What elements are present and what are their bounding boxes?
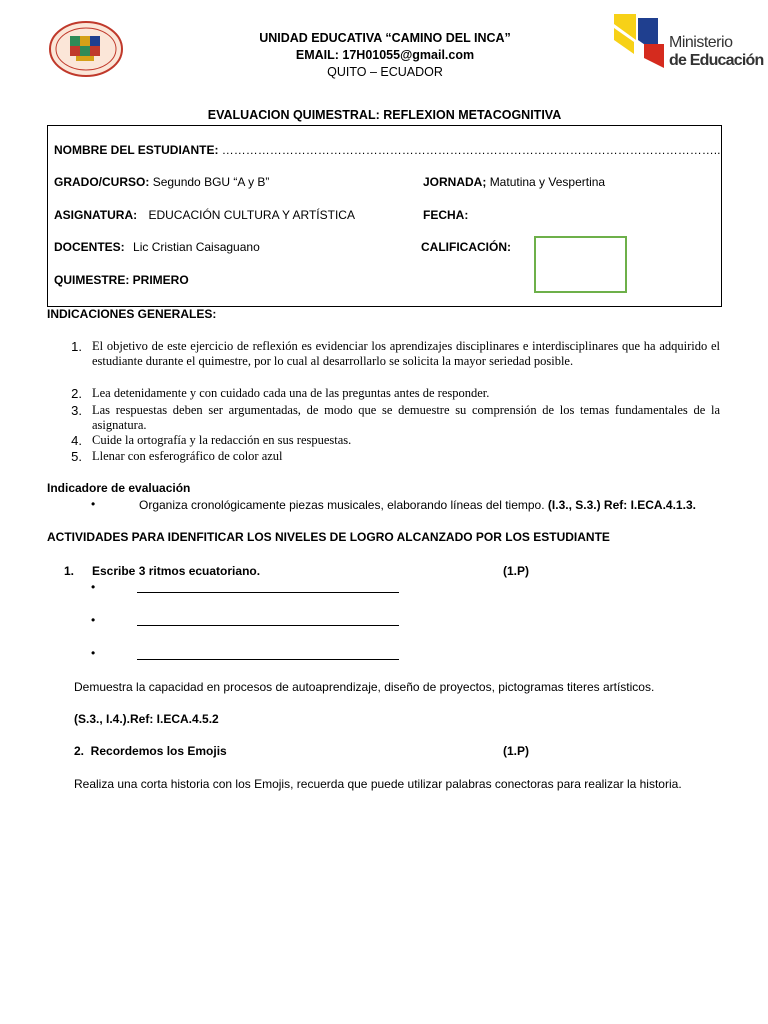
shift-row	[423, 175, 605, 189]
list-number: 3.	[71, 403, 82, 418]
answer-line[interactable]	[137, 625, 399, 626]
list-text: Cuide la ortografía y la redacción en sus respuestas.	[92, 433, 352, 447]
grade-row	[54, 175, 269, 189]
school-city: QUITO – ECUADOR	[327, 65, 443, 79]
score-label: CALIFICACIÓN:	[421, 240, 511, 254]
subject-value: EDUCACIÓN CULTURA Y ARTÍSTICA	[148, 208, 355, 222]
answer-line[interactable]	[137, 592, 399, 593]
student-name-label: NOMBRE DEL ESTUDIANTE:	[54, 143, 219, 157]
q1-text: Escribe 3 ritmos ecuatoriano.	[92, 564, 261, 578]
list-text: Las respuestas deben ser argumentadas, de modo que se demuestre su comprensión de los temas fundamentales de la asignatura.	[92, 403, 720, 432]
student-name-row	[54, 143, 720, 157]
teachers-value: Lic Cristian Caisaguano	[133, 240, 260, 254]
bullet-icon: •	[91, 497, 96, 511]
list-number: 5.	[71, 449, 82, 464]
subject-row	[54, 208, 355, 222]
school-email: EMAIL: 17H01055@gmail.com	[295, 48, 475, 62]
list-text: El objetivo de este ejercicio de reflexión es evidenciar los aprendizajes disciplinares e interdisciplinares que ha adquirido el estudiante durante el quimestre, por lo cual al desarrollarlo se solicita la mayor seriedad posible.	[92, 339, 720, 368]
q1-points: (1.P)	[503, 564, 530, 578]
q2-instruction: Realiza una corta historia con los Emojis, recuerda que puede utilizar palabras conectoras para realizar la historia.	[74, 777, 682, 791]
q2-text: 2. Recordemos los Emojis	[74, 744, 227, 758]
list-item	[64, 403, 720, 433]
grade-value: Segundo BGU “A y B”	[152, 175, 270, 189]
teachers-label: DOCENTES:	[54, 240, 125, 254]
list-number: 2.	[71, 386, 82, 401]
teachers-row	[54, 240, 260, 254]
q2-points: (1.P)	[503, 744, 530, 758]
school-logo	[48, 20, 124, 78]
ministry-line1: Ministerio	[669, 34, 733, 51]
q1-number: 1.	[64, 564, 75, 578]
school-name: UNIDAD EDUCATIVA “CAMINO DEL INCA”	[259, 31, 511, 45]
list-text: Llenar con esferográfico de color azul	[92, 449, 283, 463]
answer-line[interactable]	[137, 659, 399, 660]
activities-heading: ACTIVIDADES PARA IDENFITICAR LOS NIVELES DE LOGRO ALCANZADO POR LOS ESTUDIANTE	[47, 530, 610, 544]
list-item	[64, 386, 720, 402]
ministry-line2: de Educación	[669, 52, 764, 69]
list-item	[64, 339, 720, 385]
score-box[interactable]	[534, 236, 627, 293]
subject-label: ASIGNATURA:	[54, 208, 138, 222]
bullet-icon: •	[91, 613, 96, 627]
list-text: Lea detenidamente y con cuidado cada una de las preguntas antes de responder.	[92, 386, 490, 400]
list-number: 4.	[71, 433, 82, 448]
indicator-text: Organiza cronológicamente piezas musicales, elaborando líneas del tiempo.	[139, 498, 545, 512]
date-label: FECHA:	[423, 208, 469, 222]
indicator-ref: (I.3., S.3.) Ref: I.ECA.4.1.3.	[547, 498, 696, 512]
indicator-row	[139, 498, 696, 512]
shift-label: JORNADA;	[423, 175, 487, 189]
list-item	[64, 449, 720, 465]
general-heading: INDICACIONES GENERALES:	[47, 307, 217, 321]
exam-title: EVALUACION QUIMESTRAL: REFLEXION METACOGNITIVA	[207, 108, 562, 122]
grade-label: GRADO/CURSO:	[54, 175, 150, 189]
list-item	[64, 433, 720, 449]
shift-value: Matutina y Vespertina	[489, 175, 606, 189]
bullet-icon: •	[91, 580, 96, 594]
student-name-field[interactable]: ……………………………………………………………………………………………………………..	[221, 143, 721, 157]
term-label: QUIMESTRE: PRIMERO	[54, 273, 189, 287]
ministry-logo	[614, 14, 764, 70]
bullet-icon: •	[91, 646, 96, 660]
indicator-heading: Indicadore de evaluación	[47, 481, 191, 495]
list-number: 1.	[71, 339, 82, 354]
skill-ref: (S.3., I.4.).Ref: I.ECA.4.5.2	[74, 712, 219, 726]
skill-text: Demuestra la capacidad en procesos de autoaprendizaje, diseño de proyectos, pictogramas titeres artísticos.	[74, 680, 655, 694]
